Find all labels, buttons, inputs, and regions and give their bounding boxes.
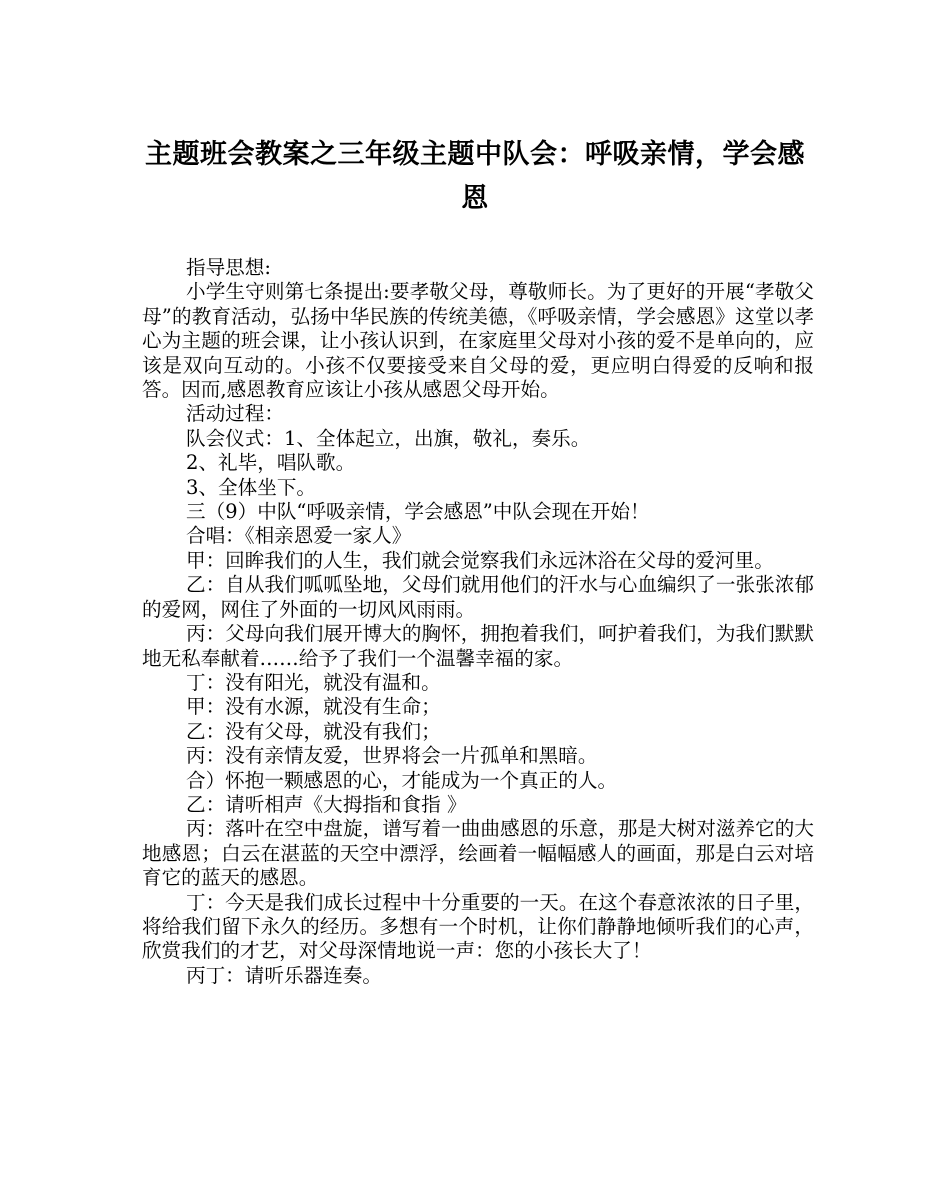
paragraph: 丁：今天是我们成长过程中十分重要的一天。在这个春意浓浓的日子里，将给我们留下永久的经历。多想有一个时机，让你们静静地倾听我们的心声，欣赏我们的才艺，对父母深情地说一声：您的小孩长大了！ [142,890,814,963]
paragraph: 合）怀抱一颗感恩的心，才能成为一个真正的人。 [186,768,618,792]
paragraph: 2、礼毕，唱队歌。 [186,451,356,475]
document-title: 主题班会教案之三年级主题中队会：呼吸亲情，学会感恩 [145,139,805,214]
document-body [142,256,814,988]
paragraph: 乙：请听相声《大拇指和食指 》 [186,792,467,816]
paragraph: 三（9）中队“呼吸亲情，学会感恩”中队会现在开始！ [186,500,650,524]
paragraph: 丙：没有亲情友爱，世界将会一片孤单和黑暗。 [186,744,598,768]
paragraph: 甲：没有水源，就没有生命； [186,695,441,719]
paragraph: 乙：自从我们呱呱坠地，父母们就用他们的汗水与心血编织了一张张浓郁的爱网，网住了外面的一切风风雨雨。 [142,573,814,621]
paragraph: 甲：回眸我们的人生，我们就会觉察我们永远沐浴在父母的爱河里。 [186,548,774,572]
paragraph: 合唱：《相亲恩爱一家人》 [186,524,412,548]
paragraph: 丙：父母向我们展开博大的胸怀，拥抱着我们，呵护着我们，为我们默默地无私奉献着……给予了我们一个温馨幸福的家。 [142,622,814,670]
paragraph: 丁：没有阳光，就没有温和。 [186,670,441,694]
paragraph: 丙：落叶在空中盘旋，谱写着一曲曲感恩的乐意，那是大树对滋养它的大地感恩；白云在湛蓝的天空中漂浮，绘画着一幅幅感人的画面，那是白云对培育它的蓝天的感恩。 [142,817,814,890]
paragraph: 乙：没有父母，就没有我们； [186,719,441,743]
paragraph: 指导思想: [186,256,271,279]
paragraph: 队会仪式：1、全体起立，出旗，敬礼，奏乐。 [186,426,591,450]
paragraph: 3、全体坐下。 [186,475,317,499]
paragraph: 活动过程： [186,402,284,426]
paragraph: 小学生守则第七条提出:要孝敬父母，尊敬师长。为了更好的开展“孝敬父母”的教育活动，弘扬中华民族的传统美德，《呼吸亲情，学会感恩》这堂以孝心为主题的班会课，让小孩认识到，在家庭里父母对小孩的爱不是单向的，应该是双向互动的。小孩不仅要接受来自父母的爱，更应明白得爱的反响和报答。因而,感恩教育应该让小孩从感恩父母开始。 [142,280,814,402]
paragraph: 丙丁：请听乐器连奏。 [186,963,382,987]
